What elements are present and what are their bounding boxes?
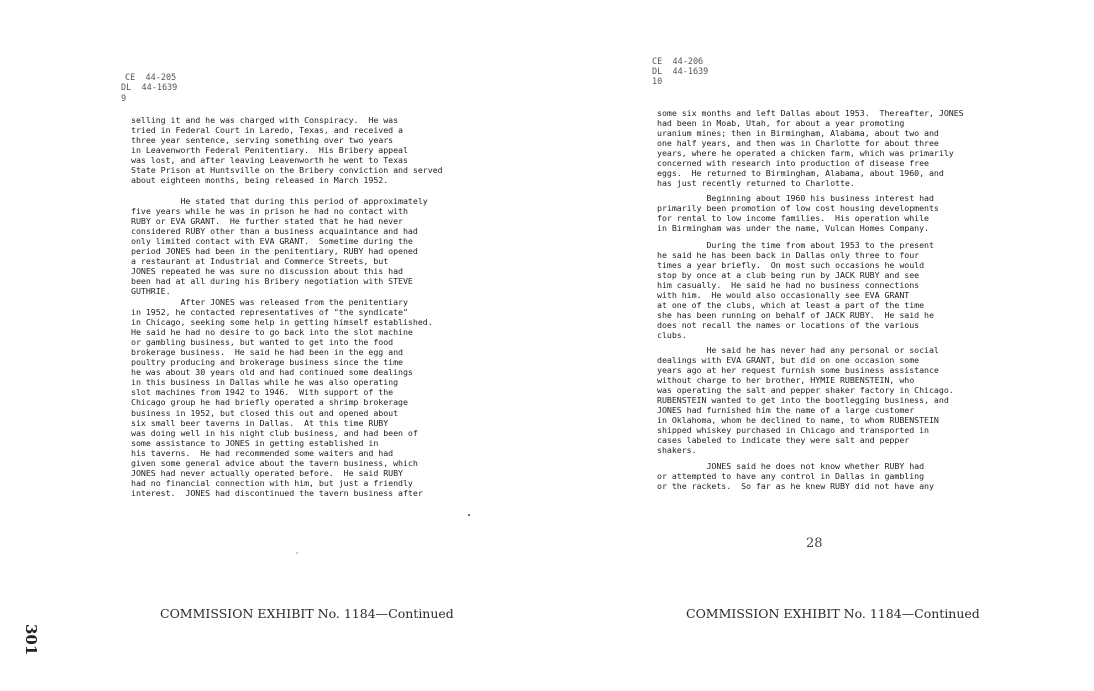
left-margin-page-number: 301: [22, 624, 40, 656]
left-stray-mark: [468, 514, 470, 516]
right-paragraph-5: JONES said he does not know whether RUBY had or attempted to have any control in Dallas in gambling or the rackets. So far as he knew RUBY did not have any: [657, 461, 934, 492]
right-file-number-1: CE 44-206: [652, 57, 704, 67]
left-paragraph-2: He stated that during this period of approximately five years while he was in prison he had no contact with RUBY or EVA GRANT. He further stated that he had never considered RUBY other than a business acquaintance and had only limited contact with EVA GRANT. Sometime during the period JONES had been in the penitentiary, RUBY had opened a restaurant at Industrial and Commerce Streets, but JONES repeated he was sure no discussion about this had been had at all during his Bribery negotiation with STEVE GUTHRIE.: [131, 196, 428, 297]
right-page-index: 10: [652, 77, 663, 87]
left-paragraph-1: selling it and he was charged with Conspiracy. He was tried in Federal Court in Laredo, Texas, and received a three year sentence, serving something over two years in Leavenworth Federal Penitentiary. His Bribery appeal was lost, and after leaving Leavenworth he went to Texas State Prison at Huntsville on the Bribery conviction and served about eighteen months, being released in March 1952.: [131, 115, 443, 186]
left-exhibit-caption: COMMISSION EXHIBIT No. 1184—Continued: [160, 606, 454, 621]
left-paragraph-3: After JONES was released from the penitentiary in 1952, he contacted representatives of "the syndicate" in Chicago, seeking some help in getting himself established. He said he had no desire to go back into the slot machine or gambling business, but wanted to get into the food brokerage business. He said he had been in the egg and poultry producing and brokerage business since the time he was about 30 years old and had continued some dealings in this business in Dallas while he was also operating slot machines from 1942 to 1946. With support of the Chicago group he had briefly operated a shrimp brokerage business in 1952, but closed this out and opened about six small beer taverns in Dallas. At this time RUBY was doing well in his night club business, and had been of some assistance to JONES in getting established in his taverns. He had recommended some waiters and had given some general advice about the tavern business, which JONES had never actually operated before. He said RUBY had no financial connection with him, but just a friendly interest. JONES had discontinued the tavern business after: [131, 297, 433, 498]
right-paragraph-1: some six months and left Dallas about 1953. Thereafter, JONES had been in Moab, Utah, for about a year promoting uranium mines; then in Birmingham, Alabama, about two and one half years, and then was in Charlotte for about three years, where he operated a chicken farm, which was primarily concerned with research into production of disease free eggs. He returned to Birmingham, Alabama, about 1960, and has just recently returned to Charlotte.: [657, 108, 964, 189]
right-paragraph-4: He said he has never had any personal or social dealings with EVA GRANT, but did on one occasion some years ago at her request furnish some business assistance without charge to her brother, HYMIE RUBENSTEIN, who was operating the salt and pepper shaker factory in Chicago. RUBENSTEIN wanted to get into the bootlegging business, and JONES had furnished him the name of a large customer in Oklahoma, whom he declined to name, to whom RUBENSTEIN shipped whiskey purchased in Chicago and transported in cases labeled to indicate they were salt and pepper shakers.: [657, 345, 954, 456]
right-file-number-2: DL 44-1639: [652, 67, 709, 77]
right-paragraph-2: Beginning about 1960 his business interest had primarily been promotion of low cost housing developments for rental to low income families. His operation while in Birmingham was under the name, Vulcan Homes Company.: [657, 193, 939, 234]
left-file-number-2: DL 44-1639: [121, 83, 178, 93]
left-faint-mark: [296, 552, 298, 554]
left-page-index: 9: [121, 94, 127, 104]
right-page-number: 28: [806, 536, 823, 551]
right-paragraph-3: During the time from about 1953 to the present he said he has been back in Dallas only three to four times a year briefly. On most such occasions he would stop by once at a club being run by JACK RUBY and see him casually. He said he had no business connections with him. He would also occasionally see EVA GRANT at one of the clubs, which at least a part of the time she has been running on behalf of JACK RUBY. He said he does not recall the names or locations of the various clubs.: [657, 240, 934, 341]
right-exhibit-caption: COMMISSION EXHIBIT No. 1184—Continued: [686, 606, 980, 621]
left-file-number-1: CE 44-205: [125, 73, 177, 83]
